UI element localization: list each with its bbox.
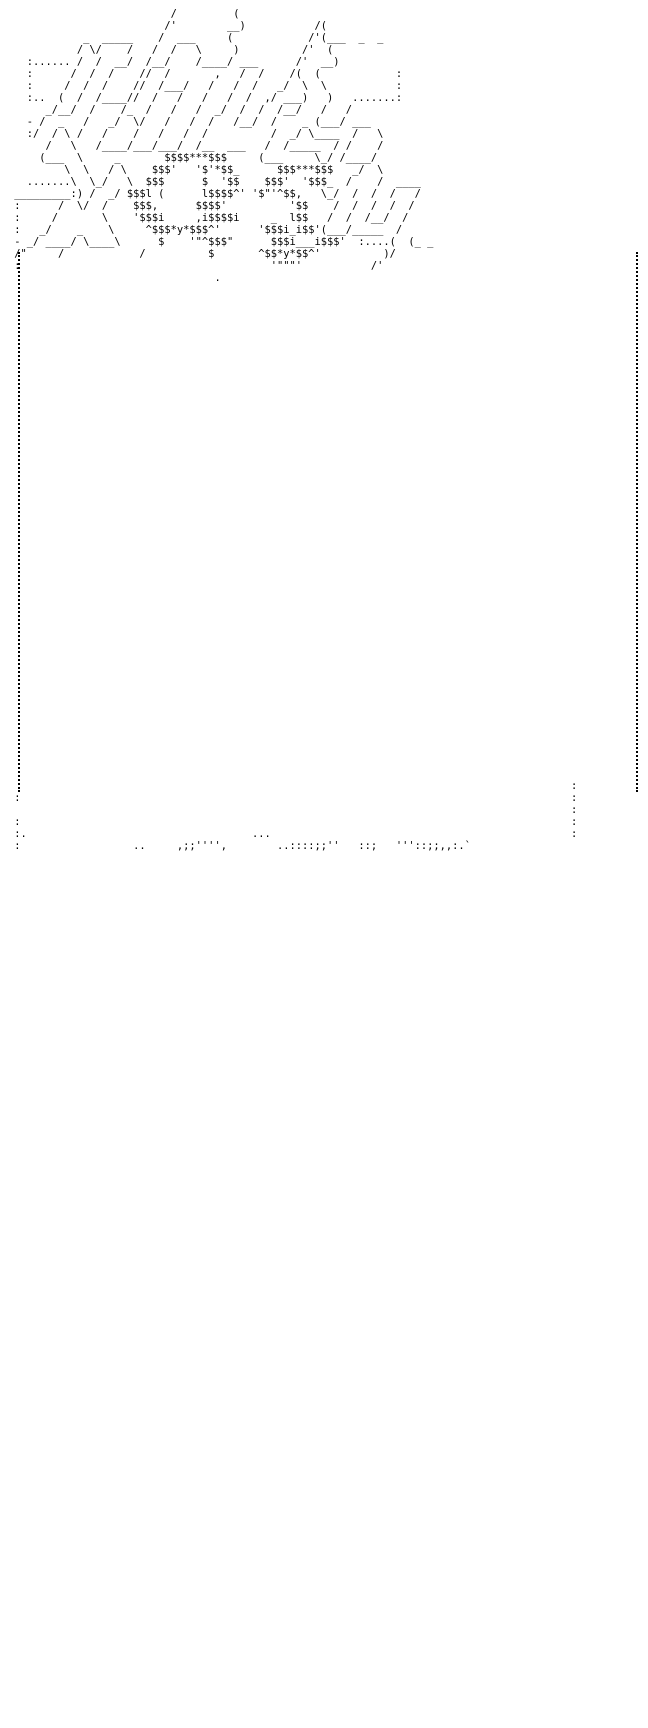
logo-ascii-art: / ( /' __) /( _ _____ / ___ ( /'(___ _ _ / \/ / / / \ ) /' ( :...... / / __/ /__/ /____/ ___ /' __) : / / / // / , / / /( ( : : / / / // /___/ / / / _/ \ \ : :.. ( / /____// / / / / / ,/ ___) ) .......: _/__/ / /_ / / / _/ / / /__/ / / - / _ / _/ \/ / / / /__/ / _ (___/ ___ :/ / \ / / / / / / / _/ \____ / \ / \ /____/___/___/ /__ ___ / /_____ / / / (___ \ _ $$$$***$$$ (___ \_/ /____/ \ \ / \ $$$' '$'*$$_ $$$***$$$ _/ \ .......\ \_/ \ $$$ $ '$$ $$$' '$$$_ / / ____ _________:) / _/ $$$l ( l$$$$^' '$"'^$$, \_/ / / / / : / \/ / $$$, $$$$' '$$ / / / / / : / \ '$$$i ,i$$$$i _ l$$ / / /__/ / : _/ _ \ ^$$$*y*$$$^' '$$$i_i$$'(___/_____ / - _/ ____/ \____\ $ '"^$$$" $$$i___i$$$' :....( (_ _ /" / / $ ^$$*y*$$^' )/ : '"""' /' . [14,8,434,284]
info-row-date [32,397,151,412]
frame-left-border [18,252,24,792]
info-row-publisher [32,421,226,436]
info-row-format [32,469,84,484]
tiger-ascii-art: : : : : : : :. ... : : .. ,;;'''', ..::::;;'' ::; '''::;;,,:.` [14,780,578,852]
info-row-author [32,445,39,460]
frame-right-border [636,252,642,792]
info-row-url [32,493,39,508]
info-row-language [32,517,69,532]
